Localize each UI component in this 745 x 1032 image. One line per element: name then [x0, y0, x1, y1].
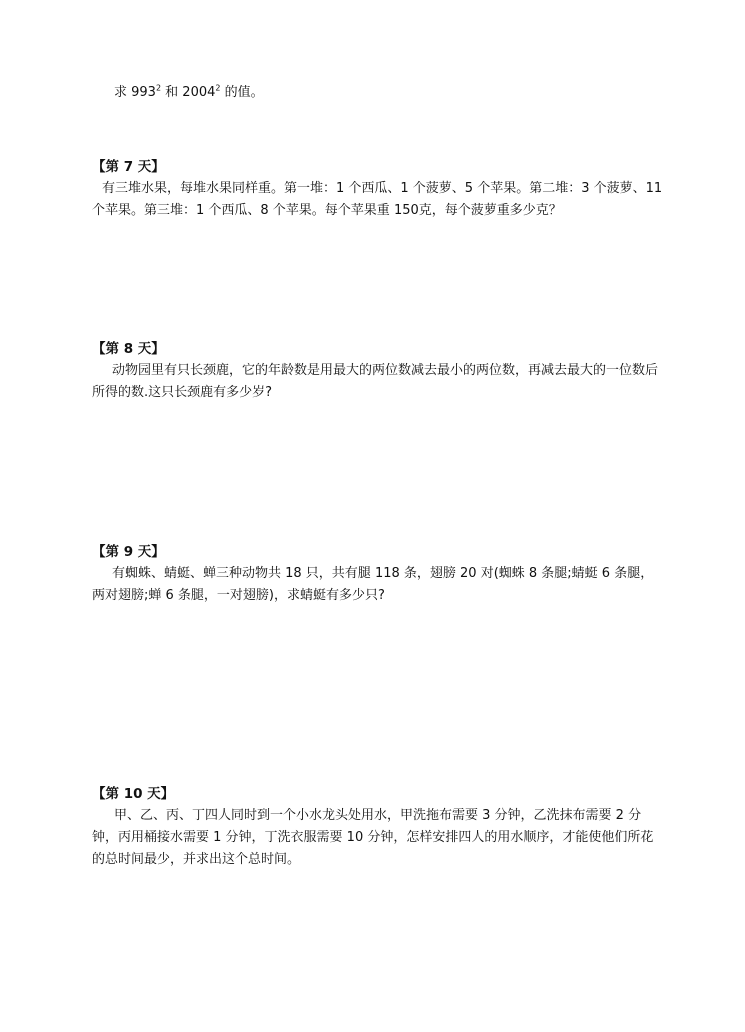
day-8-title: 【第 8 天】 [92, 341, 165, 357]
day-8-text: 动物园里有只长颈鹿，它的年龄数是用最大的两位数减去最小的两位数，再减去最大的一位数后所得的数.这只长颈鹿有多少岁? [92, 363, 659, 400]
day-7-section [92, 156, 664, 222]
day-9-title: 【第 9 天】 [92, 544, 165, 560]
day-10-text: 甲、乙、丙、丁四人同时到一个小水龙头处用水，甲洗拖布需要 3 分钟，乙洗抹布需要 2 分钟，丙用桶接水需要 1 分钟，丁洗衣服需要 10 分钟，怎样安排四人的用水顺序，才能使他们所花的总时间最少，并求出这个总时间。 [92, 808, 654, 867]
intro-text [92, 82, 664, 104]
intro-middle: 和 2004 [161, 85, 216, 100]
day-7-text: 有三堆水果，每堆水果同样重。第一堆：1 个西瓜、1 个菠萝、5 个苹果。第二堆：3 个菠萝、11 个苹果。第三堆：1 个西瓜、8 个苹果。每个苹果重 150克，每个菠萝重多少克？ [92, 181, 663, 218]
day-10-section [92, 783, 664, 871]
exponent-1: 2 [155, 83, 162, 93]
intro-suffix: 的值。 [220, 85, 264, 100]
intro-question [92, 82, 664, 104]
day-10-title: 【第 10 天】 [92, 786, 175, 802]
day-7-title: 【第 7 天】 [92, 159, 165, 175]
exponent-2: 2 [215, 83, 221, 93]
day-9-section [92, 541, 664, 607]
day-9-text: 有蜘蛛、蜻蜓、蝉三种动物共 18 只，共有腿 118 条，翅膀 20 对(蜘蛛 8 条腿;蜻蜓 6 条腿，两对翅膀;蝉 6 条腿，一对翅膀)，求蜻蜓有多少只? [92, 566, 654, 603]
intro-prefix: 求 993 [114, 85, 156, 100]
day-8-section [92, 338, 664, 404]
